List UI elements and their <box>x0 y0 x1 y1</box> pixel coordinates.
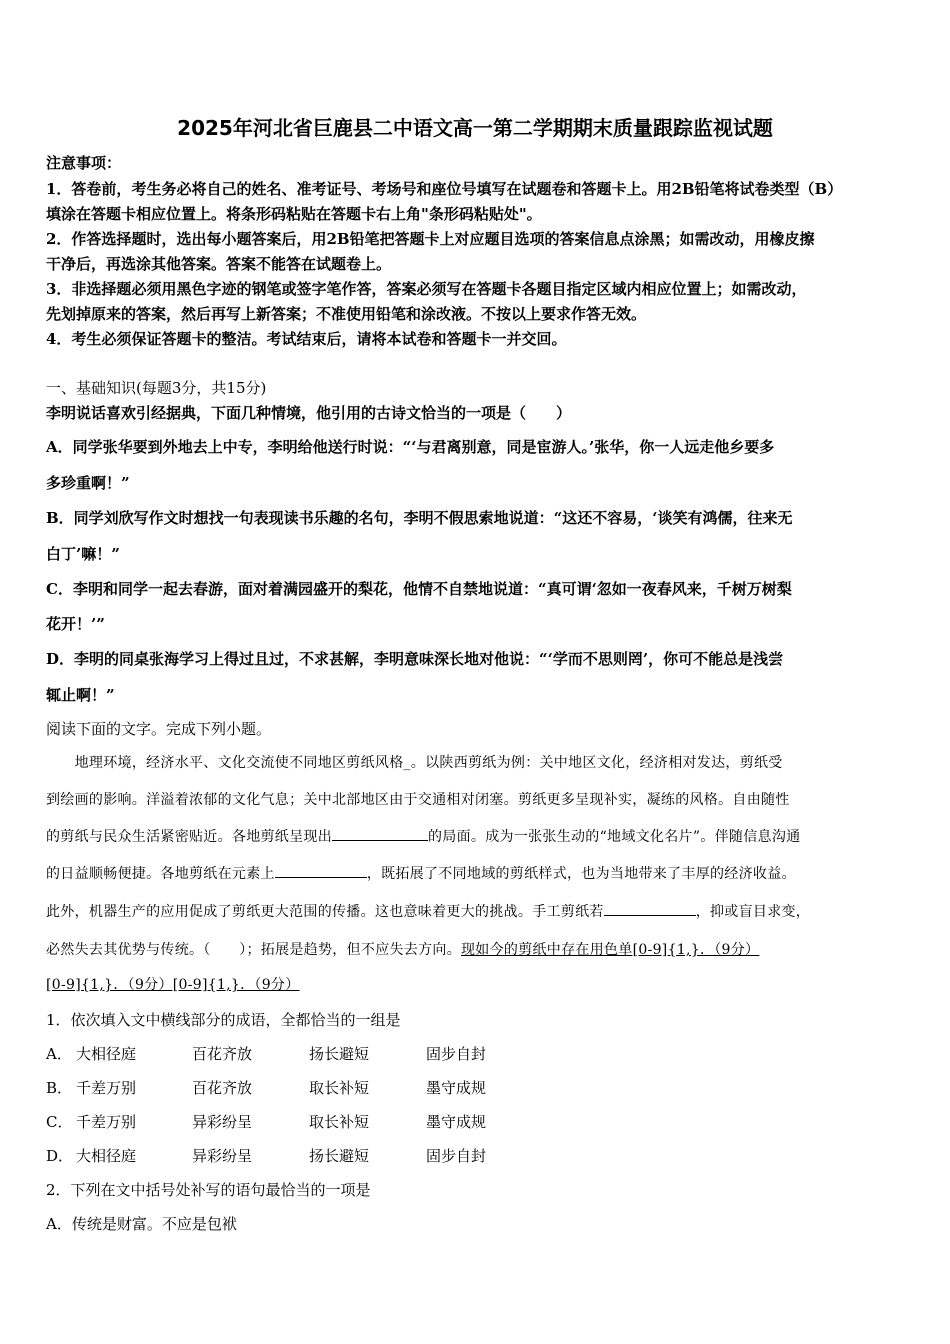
option-idiom: 大相径庭 <box>76 1147 137 1165</box>
passage-line: 地理环境，经济水平、文化交流使不同地区剪纸风格_。以陕西剪纸为例：关中地区文化，经济相对发达，剪纸受 <box>46 755 783 771</box>
option-c: C．李明和同学一起去春游，面对着满园盛开的梨花，他情不自禁地说道：“真可谓‘忽如一夜春风来，千树万树梨 <box>46 580 792 598</box>
question-stem: 李明说话喜欢引经据典，下面几种情境，他引用的古诗文恰当的一项是（ ） <box>46 404 572 422</box>
reading-intro: 阅读下面的文字。完成下列小题。 <box>46 720 272 738</box>
option-idiom: 千差万别 <box>76 1113 137 1131</box>
notice-line: 干净后，再选涂其他答案。答案不能答在试题卷上。 <box>46 255 392 273</box>
option-idiom: 异彩纷呈 <box>192 1147 253 1165</box>
passage-line: 到绘画的影响。洋溢着浓郁的文化气息；关中北部地区由于交通相对闭塞。剪纸更多呈现补实，凝练的风格。自由随性 <box>46 792 790 808</box>
page-title: 2025年河北省巨鹿县二中语文高一第二学期期末质量跟踪监视试题 <box>177 116 773 140</box>
notice-line: 填涂在答题卡相应位置上。将条形码粘贴在答题卡右上角"条形码粘贴处"。 <box>46 205 542 223</box>
option-idiom: 固步自封 <box>426 1045 487 1063</box>
passage-underlined-text: 现如今的剪纸中存在用色单[0-9]{1,}．（9分） <box>461 942 760 958</box>
q1-option-row <box>46 1043 526 1064</box>
fill-blank <box>275 863 367 878</box>
option-idiom: 扬长避短 <box>309 1045 370 1063</box>
notice-line: 3．非选择题必须用黑色字迹的钢笔或签字笔作答，答案必须写在答题卡各题目指定区域内相应位置上；如需改动， <box>46 280 807 298</box>
option-label: A． <box>46 1045 72 1063</box>
option-label: D． <box>46 1147 74 1165</box>
notice-line: 1．答卷前，考生务必将自己的姓名、准考证号、考场号和座位号填写在试题卷和答题卡上。用2B铅笔将试卷类型（B） <box>46 180 843 198</box>
passage-line: [0-9]{1,}．（9分）[0-9]{1,}．（9分） <box>46 977 300 993</box>
option-d: D．李明的同桌张海学习上得过且过，不求甚解，李明意味深长地对他说：“‘学而不思则罔’，你可不能总是浅尝 <box>46 650 784 668</box>
option-b: B．同学刘欣写作文时想找一句表现读书乐趣的名句，李明不假思索地说道：“这还不容易，‘谈笑有鸿儒，往来无 <box>46 509 793 527</box>
option-idiom: 异彩纷呈 <box>192 1113 253 1131</box>
passage-text: ，抑或盲目求变， <box>695 904 811 920</box>
option-idiom: 大相径庭 <box>76 1045 137 1063</box>
q1-option-row <box>46 1077 526 1098</box>
notice-line: 2．作答选择题时，选出每小题答案后，用2B铅笔把答题卡上对应题目选项的答案信息点涂黑；如需改动，用橡皮擦 <box>46 230 815 248</box>
passage-line <box>46 863 906 883</box>
notice-line: 4．考生必须保证答题卡的整洁。考试结束后，请将本试卷和答题卡一并交回。 <box>46 330 567 348</box>
option-a: A．同学张华要到外地去上中专，李明给他送行时说：“‘与君离别意，同是宦游人。’张华，你一人远走他乡要多 <box>46 438 775 456</box>
option-idiom: 取长补短 <box>309 1113 370 1131</box>
notice-line: 先划掉原来的答案，然后再写上新答案；不准使用铅笔和涂改液。不按以上要求作答无效。 <box>46 305 647 323</box>
q2-option-a: A．传统是财富。不应是包袱 <box>46 1215 237 1233</box>
option-b-cont: 白丁’嘛！” <box>46 545 120 563</box>
question-stem: 2．下列在文中括号处补写的语句最恰当的一项是 <box>46 1181 371 1199</box>
notice-heading: 注意事项： <box>46 154 122 172</box>
option-idiom: 取长补短 <box>309 1079 370 1097</box>
option-a-cont: 多珍重啊！” <box>46 474 130 492</box>
option-idiom: 百花齐放 <box>192 1045 253 1063</box>
option-label: C． <box>46 1113 73 1131</box>
fill-blank <box>604 901 696 916</box>
q1-option-row <box>46 1111 526 1132</box>
passage-line <box>46 901 906 921</box>
option-idiom: 百花齐放 <box>192 1079 253 1097</box>
option-label: B． <box>46 1079 73 1097</box>
passage-text: 此外，机器生产的应用促成了剪纸更大范围的传播。这也意味着更大的挑战。手工剪纸若 <box>46 904 604 920</box>
passage-text: 的剪纸与民众生活紧密贴近。各地剪纸呈现出 <box>46 829 332 845</box>
fill-blank <box>332 826 428 841</box>
option-idiom: 扬长避短 <box>309 1147 370 1165</box>
passage-line <box>46 939 906 959</box>
passage-text: ，既拓展了不同地域的剪纸样式，也为当地带来了丰厚的经济收益。 <box>366 866 796 882</box>
option-idiom: 千差万别 <box>76 1079 137 1097</box>
passage-text: 的日益顺畅便捷。各地剪纸在元素上 <box>46 866 275 882</box>
section-heading: 一、基础知识(每题3分，共15分) <box>46 379 267 397</box>
option-idiom: 墨守成规 <box>426 1079 487 1097</box>
passage-text: 的局面。成为一张张生动的“地域文化名片”。伴随信息沟通 <box>428 829 801 845</box>
option-c-cont: 花开！’” <box>46 615 105 633</box>
option-d-cont: 辄止啊！” <box>46 686 115 704</box>
question-stem: 1．依次填入文中横线部分的成语，全都恰当的一组是 <box>46 1011 401 1029</box>
passage-text: 必然失去其优势与传统。（ ）；拓展是趋势，但不应失去方向。 <box>46 942 461 958</box>
option-idiom: 墨守成规 <box>426 1113 487 1131</box>
q1-option-row <box>46 1145 526 1166</box>
passage-line <box>46 826 906 846</box>
option-idiom: 固步自封 <box>426 1147 487 1165</box>
